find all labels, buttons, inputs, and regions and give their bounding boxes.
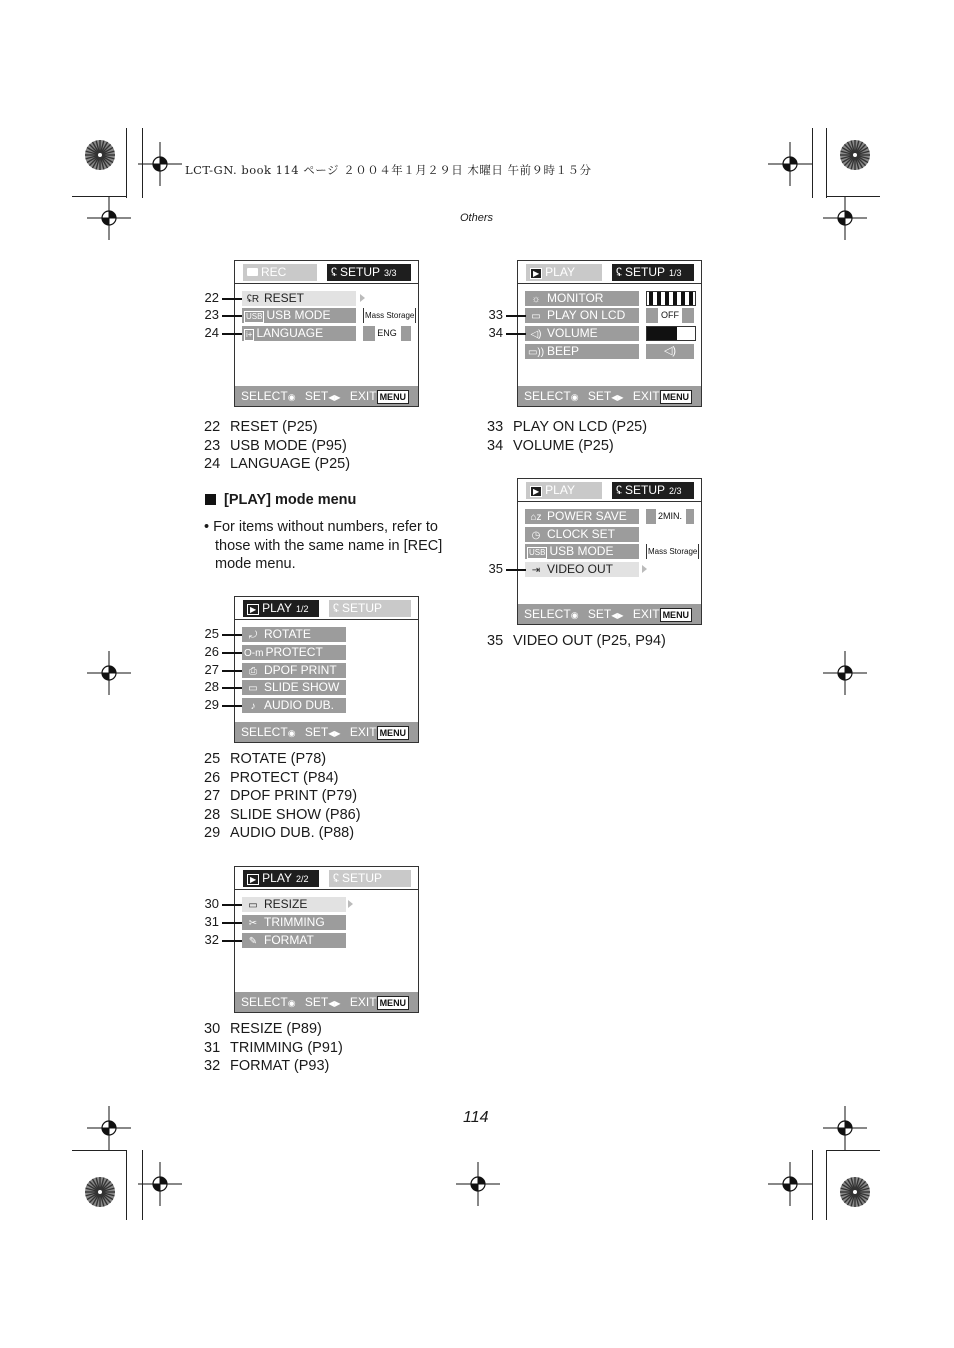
registration-mark-icon <box>87 651 131 700</box>
legend-item <box>204 750 361 769</box>
legend-number: 24 <box>204 456 221 473</box>
power-save-value: 2MIN. <box>646 509 694 524</box>
tab-play <box>526 482 602 499</box>
legend-play-setup-2 <box>487 632 666 651</box>
crop-line <box>826 196 880 197</box>
legend-text: PLAY ON LCD (P25) <box>513 419 648 435</box>
set-label: SET <box>304 995 329 1009</box>
menu-item-label: USB MODE <box>266 308 331 322</box>
legend-item <box>487 418 647 437</box>
menu-item-resize <box>242 897 346 912</box>
left-right-icon: ◀▶ <box>328 729 341 738</box>
screen-tab-bar <box>518 261 701 284</box>
tab-setup <box>327 264 411 281</box>
legend-number: 33 <box>487 419 504 435</box>
video-out-icon: ⇥ <box>531 565 541 576</box>
exit-label: EXIT <box>349 995 377 1009</box>
tab-play-label: PLAY <box>545 265 575 279</box>
section-label: Others <box>460 212 494 224</box>
callout-number: 33 <box>488 307 503 322</box>
rec-setup-screen <box>234 260 419 407</box>
menu-item-label: PLAY ON LCD <box>547 308 626 322</box>
menu-item-label: ROTATE <box>264 627 311 641</box>
set-label: SET <box>587 607 612 621</box>
play-menu-screen-1 <box>234 596 419 743</box>
exit-label: EXIT <box>349 389 377 403</box>
right-arrow-icon <box>348 900 353 908</box>
legend-item <box>204 1057 343 1076</box>
joystick-icon: ◉ <box>287 392 296 402</box>
callout-number: 25 <box>204 626 219 641</box>
screen-bottom-bar <box>235 722 418 742</box>
microphone-icon: ♪ <box>250 701 256 712</box>
menu-item-volume <box>525 326 639 341</box>
page-fraction: 2/3 <box>669 486 682 496</box>
menu-item-language <box>242 326 356 341</box>
legend-number: 27 <box>204 788 221 805</box>
page-fraction: 1/2 <box>295 604 309 614</box>
callout-line <box>222 922 242 924</box>
legend-text: DPOF PRINT (P79) <box>230 788 358 805</box>
callout-line <box>222 634 242 636</box>
screen-tab-bar <box>235 597 418 620</box>
menu-item-usb-mode <box>242 308 356 323</box>
menu-item-label: CLOCK SET <box>547 527 616 541</box>
right-arrow-icon <box>642 565 647 573</box>
joystick-icon: ◉ <box>570 610 579 620</box>
legend-item <box>204 418 350 437</box>
tab-setup <box>329 600 411 617</box>
play-setup-screen-2 <box>517 478 702 625</box>
menu-item-audio-dub <box>242 698 346 713</box>
exit-label: EXIT <box>632 389 660 403</box>
legend-item <box>204 1020 343 1039</box>
legend-number: 32 <box>204 1058 221 1075</box>
tab-setup-label: SETUP <box>342 871 383 885</box>
rotate-icon: ⤾ <box>248 630 258 641</box>
crop-line <box>812 1150 813 1220</box>
registration-mark-icon <box>87 196 131 245</box>
callout-number: 30 <box>204 896 219 911</box>
select-label: SELECT <box>241 389 288 403</box>
left-right-icon: ◀▶ <box>611 611 624 620</box>
wrench-icon: ʢ <box>333 601 339 615</box>
callout-number: 29 <box>204 697 219 712</box>
select-label: SELECT <box>524 389 571 403</box>
legend-item <box>204 769 361 788</box>
resize-icon: ▭ <box>248 900 258 911</box>
menu-item-video-out <box>525 562 639 577</box>
menu-item-label: USB MODE <box>549 544 614 558</box>
format-icon: ✎ <box>248 936 258 947</box>
play-on-lcd-value: OFF <box>646 308 694 323</box>
menu-item-label: LANGUAGE <box>256 326 324 340</box>
camera-icon <box>247 268 258 276</box>
legend-text: SLIDE SHOW (P86) <box>230 806 361 823</box>
menu-item-label: RESET <box>264 291 305 305</box>
joystick-icon: ◉ <box>287 728 296 738</box>
usb-mode-value: Mass Storage <box>646 544 699 559</box>
menu-item-label: BEEP <box>547 344 580 358</box>
slideshow-icon: ▭ <box>248 683 258 694</box>
menu-item-protect <box>242 645 346 660</box>
power-save-icon: ⌂z <box>530 512 542 523</box>
callout-line <box>222 904 242 906</box>
menu-item-label: AUDIO DUB. <box>264 698 335 712</box>
callout-line <box>222 705 242 707</box>
tab-setup <box>612 482 694 499</box>
play-menu-screen-2 <box>234 866 419 1013</box>
select-label: SELECT <box>241 725 288 739</box>
lcd-icon: ▭ <box>531 311 541 322</box>
play-mode-heading <box>205 492 356 508</box>
registration-mark-icon <box>456 1162 500 1211</box>
legend-item <box>487 437 647 456</box>
callout-number: 27 <box>204 662 219 677</box>
screen-bottom-bar <box>235 386 418 406</box>
starburst-mark-icon <box>839 139 871 176</box>
callout-number: 23 <box>204 307 219 322</box>
menu-item-power-save <box>525 509 639 524</box>
menu-item-monitor <box>525 291 639 306</box>
menu-item-label: DPOF PRINT <box>264 663 337 677</box>
square-bullet-icon <box>205 494 216 505</box>
registration-mark-icon <box>87 1106 131 1155</box>
legend-item <box>204 806 361 825</box>
screen-tab-bar <box>518 479 701 502</box>
callout-number: 24 <box>204 325 219 340</box>
legend-text: PROTECT (P84) <box>230 769 339 786</box>
legend-item <box>204 1039 343 1058</box>
print-header-line: LCT-GN. book 114 ページ ２００４年１月２９日 木曜日 午前９時１５分 <box>185 163 592 177</box>
registration-mark-icon <box>768 1162 812 1211</box>
legend-text: LANGUAGE (P25) <box>230 456 351 473</box>
play-icon: ▶ <box>530 268 542 279</box>
page-fraction: 1/3 <box>669 268 682 278</box>
registration-mark-icon <box>138 1162 182 1211</box>
wrench-icon: ʢ <box>331 265 337 279</box>
legend-text: VIDEO OUT (P25, P94) <box>513 633 666 649</box>
page-number: 114 <box>463 1109 489 1126</box>
key-icon: O-m <box>244 648 264 659</box>
monitor-level-icon <box>646 291 696 306</box>
set-label: SET <box>304 389 329 403</box>
set-label: SET <box>587 389 612 403</box>
tab-setup-label: SETUP <box>625 265 666 279</box>
bullet-note: • For items without numbers, refer to those with the same name in [REC] mode menu. <box>204 519 443 572</box>
legend-number: 30 <box>204 1021 221 1037</box>
volume-icon: ◁) <box>530 329 542 340</box>
callout-line <box>222 315 242 317</box>
language-value: ENG <box>363 326 411 341</box>
legend-play-2 <box>204 1020 343 1076</box>
clock-icon: ◷ <box>531 530 541 541</box>
registration-mark-icon <box>823 651 867 700</box>
legend-text: RESIZE (P89) <box>230 1021 322 1037</box>
joystick-icon: ◉ <box>570 392 579 402</box>
legend-text: TRIMMING (P91) <box>230 1039 343 1056</box>
starburst-mark-icon <box>839 1176 871 1213</box>
exit-label: EXIT <box>632 607 660 621</box>
screen-bottom-bar <box>518 386 701 406</box>
crop-line <box>142 128 143 198</box>
menu-item-dpof-print <box>242 663 346 678</box>
callout-line <box>506 569 526 571</box>
callout-line <box>222 652 242 654</box>
legend-number: 23 <box>204 437 221 454</box>
crop-line <box>826 1150 827 1220</box>
usb-mode-value: Mass Storage <box>363 308 416 323</box>
legend-item <box>204 437 350 456</box>
tab-setup <box>329 870 411 887</box>
legend-play-setup-1 <box>487 418 647 455</box>
callout-number: 22 <box>204 290 219 305</box>
starburst-mark-icon <box>84 139 116 176</box>
left-right-icon: ◀▶ <box>611 393 624 402</box>
callout-number: 26 <box>204 644 219 659</box>
crop-line <box>826 128 827 198</box>
left-right-icon: ◀▶ <box>328 393 341 402</box>
menu-item-reset <box>242 291 356 306</box>
brightness-icon: ☼ <box>531 294 541 305</box>
menu-item-label: VOLUME <box>547 326 598 340</box>
left-right-icon: ◀▶ <box>328 999 341 1008</box>
callout-number: 34 <box>488 325 503 340</box>
usb-icon: USB <box>246 312 263 321</box>
menu-item-play-on-lcd <box>525 308 639 323</box>
beep-icon: ▭)) <box>527 347 545 358</box>
play-icon: ▶ <box>530 486 542 497</box>
legend-number: 28 <box>204 806 221 823</box>
legend-number: 25 <box>204 751 221 767</box>
menu-item-label: TRIMMING <box>264 915 325 929</box>
scissors-icon: ✂ <box>248 918 258 929</box>
tab-play-label: PLAY <box>545 483 575 497</box>
registration-mark-icon <box>823 196 867 245</box>
tab-play <box>243 600 319 617</box>
legend-item <box>487 632 666 651</box>
volume-level-icon <box>646 326 696 341</box>
play-setup-screen-1 <box>517 260 702 407</box>
wrench-icon: ʢ <box>333 871 339 885</box>
callout-line <box>222 333 242 335</box>
tab-play-label: PLAY <box>262 601 292 615</box>
menu-button-icon: MENU <box>377 390 410 404</box>
wrench-icon: ʢ <box>616 483 622 497</box>
page-fraction: 3/3 <box>384 268 397 278</box>
legend-item <box>204 824 361 843</box>
legend-text: RESET (P25) <box>230 419 318 435</box>
reset-icon: ʢR <box>246 294 260 305</box>
crop-line <box>72 196 126 197</box>
menu-item-format <box>242 933 346 948</box>
tab-rec-label: REC <box>261 265 287 279</box>
tab-setup <box>612 264 694 281</box>
tab-play <box>243 870 319 887</box>
callout-number: 32 <box>204 932 219 947</box>
registration-mark-icon <box>138 142 182 191</box>
menu-item-label: FORMAT <box>264 933 314 947</box>
heading-text: [PLAY] mode menu <box>224 492 357 508</box>
callout-line <box>506 333 526 335</box>
screen-bottom-bar <box>518 604 701 624</box>
registration-mark-icon <box>823 1106 867 1155</box>
menu-item-rotate <box>242 627 346 642</box>
crop-line <box>126 128 127 198</box>
tab-play-label: PLAY <box>262 871 292 885</box>
tab-setup-label: SETUP <box>625 483 666 497</box>
crop-line <box>812 128 813 198</box>
callout-line <box>222 687 242 689</box>
crop-line <box>142 1150 143 1220</box>
exit-label: EXIT <box>349 725 377 739</box>
screen-bottom-bar <box>235 992 418 1012</box>
menu-item-label: MONITOR <box>547 291 604 305</box>
legend-number: 26 <box>204 769 221 786</box>
menu-item-label: POWER SAVE <box>547 509 627 523</box>
menu-button-icon: MENU <box>377 726 410 740</box>
menu-item-label: PROTECT <box>265 645 323 659</box>
page-fraction: 2/2 <box>295 874 309 884</box>
wrench-icon: ʢ <box>616 265 622 279</box>
legend-text: AUDIO DUB. (P88) <box>230 825 355 842</box>
beep-value-icon: ◁) <box>646 344 694 359</box>
tab-setup-label: SETUP <box>340 265 381 279</box>
screen-tab-bar <box>235 867 418 890</box>
callout-number: 31 <box>204 914 219 929</box>
callout-number: 35 <box>488 561 503 576</box>
menu-item-usb-mode <box>525 544 639 559</box>
callout-line <box>222 670 242 672</box>
legend-number: 31 <box>204 1039 221 1056</box>
right-arrow-icon <box>360 294 365 302</box>
registration-mark-icon <box>768 142 812 191</box>
set-label: SET <box>304 725 329 739</box>
menu-item-label: RESIZE <box>264 897 308 911</box>
legend-item <box>204 455 350 474</box>
joystick-icon: ◉ <box>287 998 296 1008</box>
screen-tab-bar <box>235 261 418 284</box>
legend-rec-setup <box>204 418 350 474</box>
play-icon: ▶ <box>247 874 259 885</box>
legend-text: ROTATE (P78) <box>230 751 327 767</box>
menu-button-icon: MENU <box>377 996 410 1010</box>
usb-icon: USB <box>529 548 546 557</box>
crop-line <box>826 1150 880 1151</box>
crop-line <box>72 1150 126 1151</box>
menu-button-icon: MENU <box>660 390 693 404</box>
callout-line <box>222 940 242 942</box>
legend-number: 29 <box>204 825 221 842</box>
select-label: SELECT <box>524 607 571 621</box>
menu-item-clock-set <box>525 527 639 542</box>
legend-text: FORMAT (P93) <box>230 1058 330 1075</box>
tab-play <box>526 264 602 281</box>
legend-number: 34 <box>487 437 504 454</box>
legend-play-1 <box>204 750 361 843</box>
callout-number: 28 <box>204 679 219 694</box>
play-icon: ▶ <box>247 604 259 615</box>
menu-item-slide-show <box>242 680 346 695</box>
print-icon: ⎙ <box>249 666 257 677</box>
menu-item-label: VIDEO OUT <box>547 562 614 576</box>
callout-line <box>506 315 526 317</box>
tab-rec <box>243 264 317 281</box>
menu-item-trimming <box>242 915 346 930</box>
menu-button-icon: MENU <box>660 608 693 622</box>
starburst-mark-icon <box>84 1176 116 1213</box>
select-label: SELECT <box>241 995 288 1009</box>
legend-text: VOLUME (P25) <box>513 437 614 454</box>
callout-line <box>222 298 242 300</box>
language-icon: i+ <box>246 330 253 339</box>
legend-text: USB MODE (P95) <box>230 437 347 454</box>
menu-item-beep <box>525 344 639 359</box>
legend-item <box>204 787 361 806</box>
menu-item-label: SLIDE SHOW <box>264 680 340 694</box>
tab-setup-label: SETUP <box>342 601 383 615</box>
crop-line <box>126 1150 127 1220</box>
legend-number: 22 <box>204 419 221 435</box>
legend-number: 35 <box>487 633 504 649</box>
